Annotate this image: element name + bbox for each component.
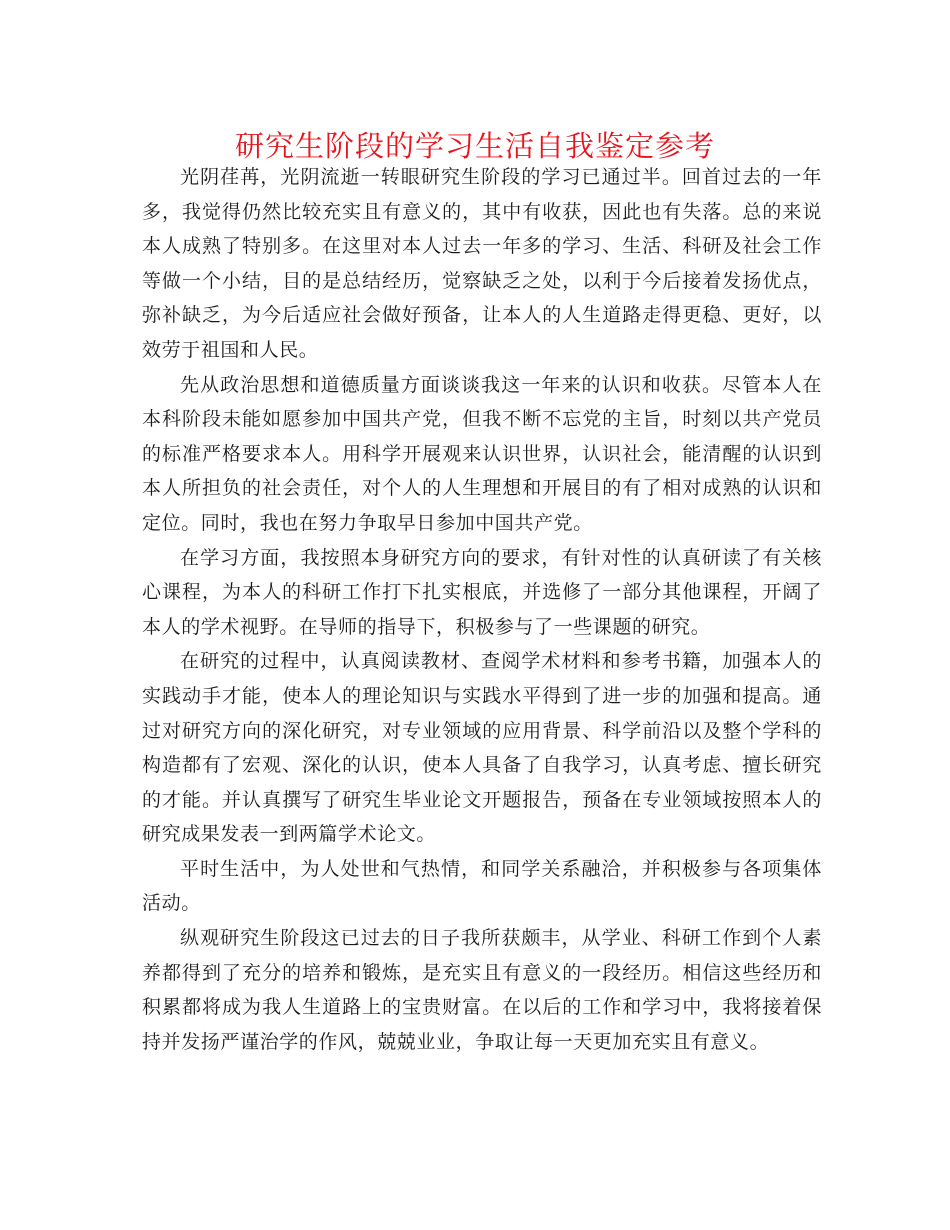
paragraph: 在研究的过程中，认真阅读教材、查阅学术材料和参考书籍，加强本人的实践动手才能，使本人的理论知识与实践水平得到了进一步的加强和提高。通过对研究方向的深化研究，对专业领域的应用背景、科学前沿以及整个学科的构造都有了宏观、深化的认识，使本人具备了自我学习，认真考虑、擅长研究的才能。并认真撰写了研究生毕业论文开题报告，预备在专业领域按照本人的研究成果发表一到两篇学术论文。 [142, 650, 822, 846]
document-title: 研究生阶段的学习生活自我鉴定参考 [234, 129, 715, 163]
paragraph: 平时生活中，为人处世和气热情，和同学关系融洽，并积极参与各项集体活动。 [142, 857, 822, 915]
paragraph: 纵观研究生阶段这已过去的日子我所获颇丰，从学业、科研工作到个人素养都得到了充分的培养和锻炼，是充实且有意义的一段经历。相信这些经历和积累都将成为我人生道路上的宝贵财富。在以后的工作和学习中，我将接着保持并发扬严谨治学的作风，兢兢业业，争取让每一天更加充实且有意义。 [142, 927, 822, 1053]
paragraph: 在学习方面，我按照本身研究方向的要求，有针对性的认真研读了有关核心课程，为本人的科研工作打下扎实根底，并选修了一部分其他课程，开阔了本人的学术视野。在导师的指导下，积极参与了一些课题的研究。 [142, 546, 822, 638]
document-body [142, 160, 822, 1059]
paragraph: 光阴荏苒，光阴流逝一转眼研究生阶段的学习已通过半。回首过去的一年多，我觉得仍然比较充实且有意义的，其中有收获，因此也有失落。总的来说本人成熟了特别多。在这里对本人过去一年多的学习、生活、科研及社会工作等做一个小结，目的是总结经历，觉察缺乏之处，以利于今后接着发扬优点，弥补缺乏，为今后适应社会做好预备，让本人的人生道路走得更稳、更好，以效劳于祖国和人民。 [142, 166, 822, 361]
paragraph: 先从政治思想和道德质量方面谈谈我这一年来的认识和收获。尽管本人在本科阶段未能如愿参加中国共产党，但我不断不忘党的主旨，时刻以共产党员的标准严格要求本人。用科学开展观来认识世界，认识社会，能清醒的认识到本人所担负的社会责任，对个人的人生理想和开展目的有了相对成熟的认识和定位。同时，我也在努力争取早日参加中国共产党。 [142, 373, 822, 534]
